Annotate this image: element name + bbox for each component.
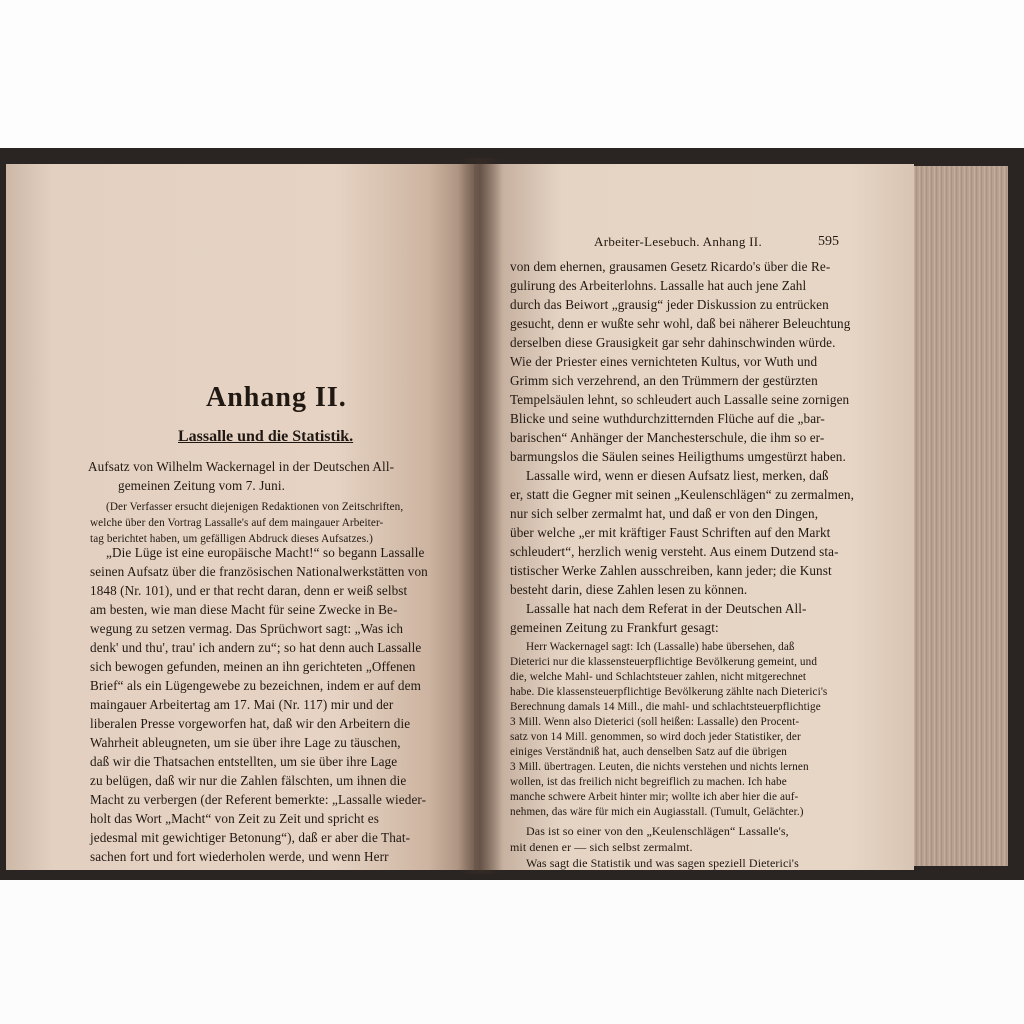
body-line: schleudert“, herzlich wenig versteht. Aus einem Dutzend sta-: [510, 544, 839, 559]
body-line: gemeinen Zeitung zu Frankfurt gesagt:: [510, 620, 719, 635]
body-line: derselben diese Grausigkeit gar sehr dahinschwinden würde.: [510, 335, 836, 350]
body-line: sachen fort und fort wiederholen werde, und wenn Herr: [90, 849, 389, 864]
body-line: tistischer Werke Zahlen ausschreiben, kann jeder; die Kunst: [510, 563, 832, 578]
body-line: wegung zu setzen vermag. Das Sprüchwort sagt: „Was ich: [90, 621, 404, 636]
body-line: denk' und thu', trau' ich andern zu“; so hat denn auch Lassalle: [90, 640, 422, 655]
quote-line: Berechnung damals 14 Mill., die mahl- und schlachtsteuerpflichtige: [510, 701, 821, 713]
body-line: jedesmal mit gewichtiger Betonung“), daß er aber die That-: [90, 830, 411, 845]
editor-note-line: welche über den Vortrag Lassalle's auf dem maingauer Arbeiter-: [90, 517, 384, 529]
body-line: maingauer Arbeitertag am 17. Mai (Nr. 117) mir und der: [90, 697, 394, 712]
body-line: barmungslos die Säulen seines Heiligthums umgestürzt haben.: [510, 449, 846, 464]
quote-line: einiges Verständniß hat, auch denselben Satz auf die übrigen: [510, 746, 788, 758]
body-line: durch das Beiwort „grausig“ jeder Diskussion zu entrücken: [510, 297, 829, 312]
body-line: am besten, wie man diese Macht für seine Zwecke in Be-: [90, 602, 398, 617]
body-line: von dem ehernen, grausamen Gesetz Ricardo's über die Re-: [510, 259, 831, 274]
quote-line: 3 Mill. Wenn also Dieterici (soll heißen: Lassalle) den Procent-: [510, 716, 800, 728]
body-line: gesucht, denn er wußte sehr wohl, daß bei näherer Beleuchtung: [510, 316, 851, 331]
intro-line: gemeinen Zeitung vom 7. Juni.: [118, 478, 285, 493]
after-line: Was sagt die Statistik und was sagen speziell Dieterici's: [526, 856, 799, 870]
editor-note-line: tag berichtet haben, um gefälligen Abdruck dieses Aufsatzes.): [90, 533, 373, 545]
body-line: er, statt die Gegner mit seinen „Keulenschlägen“ zu zermalmen,: [510, 487, 855, 502]
body-line: „Die Lüge ist eine europäische Macht!“ so begann Lassalle: [106, 545, 425, 560]
quote-line: Herr Wackernagel sagt: Ich (Lassalle) habe übersehen, daß: [526, 641, 795, 653]
body-line: zu belügen, daß wir nur die Zahlen fälschten, um ihnen die: [90, 773, 407, 788]
running-head: Arbeiter-Lesebuch. Anhang II.: [594, 234, 762, 249]
body-line: besteht darin, diese Zahlen lesen zu können.: [510, 582, 748, 597]
quote-line: satz von 14 Mill. genommen, so wird doch jeder Statistiker, der: [510, 731, 801, 743]
body-line: gulirung des Arbeiterlohns. Lassalle hat auch jene Zahl: [510, 278, 807, 293]
quote-line: 3 Mill. übertragen. Leuten, die nichts verstehen und nichts lernen: [510, 761, 809, 773]
body-line: über welche „er mit kräftiger Faust Schriften auf den Markt: [510, 525, 831, 540]
body-line: Lassalle hat nach dem Referat in der Deutschen All-: [526, 601, 807, 616]
quote-line: habe. Die klassensteuerpflichtige Bevölkerung zählte nach Dieterici's: [510, 686, 828, 698]
body-line: sich bewogen gefunden, meinen an ihn gerichteten „Offenen: [90, 659, 416, 674]
body-line: Macht zu verbergen (der Referent bemerkte: „Lassalle wieder-: [90, 792, 427, 807]
body-line: Tempelsäulen lehnt, so schleudert auch Lassalle seine zornigen: [510, 392, 850, 407]
left-page: [6, 164, 476, 870]
body-line: nur sich selber zermalmt hat, und daß er von den Dingen,: [510, 506, 819, 521]
body-line: Brief“ als ein Lügengewebe zu bezeichnen, indem er auf dem: [90, 678, 421, 693]
page-number: 595: [818, 234, 839, 249]
quote-line: manche schwere Arbeit hinter mir; wollte ich aber hier die auf-: [510, 791, 799, 803]
section-heading: Lassalle und die Statistik.: [178, 428, 354, 445]
body-line: Grimm sich verzehrend, an den Trümmern der gestürzten: [510, 373, 818, 388]
body-line: daß wir die Thatsachen entstellten, um sie über ihre Lage: [90, 754, 398, 769]
body-line: Lassalle wird, wenn er diesen Aufsatz liest, merken, daß: [526, 468, 829, 483]
body-line: 1848 (Nr. 101), und er that recht daran, denn er weiß selbst: [90, 583, 408, 598]
body-line: Wahrheit ableugneten, um sie über ihre Lage zu täuschen,: [90, 735, 401, 750]
appendix-heading: Anhang II.: [206, 382, 347, 413]
quote-line: Dieterici nur die klassensteuerpflichtige Bevölkerung gemeint, und: [510, 656, 818, 668]
intro-line: Aufsatz von Wilhelm Wackernagel in der Deutschen All-: [88, 459, 395, 474]
right-page-footer-block: [474, 164, 914, 870]
body-line: Blicke und seine wuthdurchzitternden Flüche auf die „bar-: [510, 411, 825, 426]
body-line: seinen Aufsatz über die französischen Nationalwerkstätten von: [90, 564, 428, 579]
page-edges: [908, 166, 1008, 866]
after-line: mit denen er — sich selbst zermalmt.: [510, 840, 693, 854]
quote-line: die, welche Mahl- und Schlachtsteuer zahlen, nicht mitgerechnet: [510, 671, 807, 683]
body-line: holt das Wort „Macht“ von Zeit zu Zeit und spricht es: [90, 811, 379, 826]
background-bottom: [0, 880, 1024, 1024]
after-line: Das ist so einer von den „Keulenschlägen“ Lassalle's,: [526, 824, 789, 838]
spacer: [474, 870, 914, 880]
editor-note-line: (Der Verfasser ersucht diejenigen Redaktionen von Zeitschriften,: [106, 501, 404, 513]
body-line: liberalen Presse vorgeworfen hat, daß wir den Arbeitern die: [90, 716, 411, 731]
body-line: Wie der Priester eines vernichteten Kultus, vor Wuth und: [510, 354, 818, 369]
background-top: [0, 0, 1024, 148]
body-line: barischen“ Anhänger der Manchesterschule, die ihm so er-: [510, 430, 825, 445]
quote-line: nehmen, das wäre für mich ein Augiasstall. (Tumult, Gelächter.): [510, 806, 804, 818]
quote-line: wollen, ist das freilich nicht begreiflich zu machen. Ich habe: [510, 776, 787, 788]
